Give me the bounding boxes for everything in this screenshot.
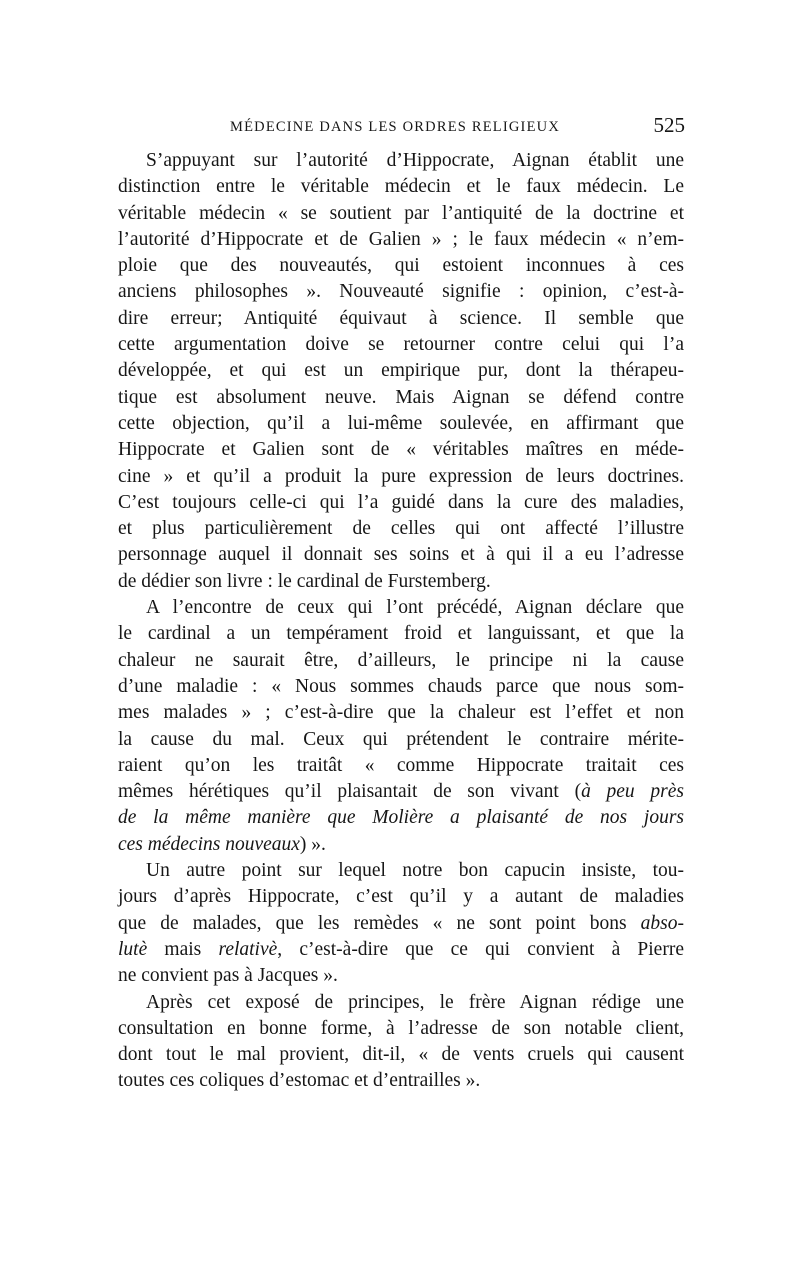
text-line: mes malades » ; c’est-à-dire que la chaleur est l’effet et non xyxy=(118,702,684,724)
text-line: personnage auquel il donnait ses soins et à qui il a eu l’adresse xyxy=(118,544,684,566)
text-line: de dédier son livre : le cardinal de Furstemberg. xyxy=(118,570,491,592)
text-line: dire erreur; Antiquité équivaut à science. Il semble que xyxy=(118,307,684,329)
text-line: Hippocrate et Galien sont de « véritables maîtres en méde- xyxy=(118,439,684,461)
page-number: 525 xyxy=(653,113,685,137)
text-line: cette objection, qu’il a lui-même soulevée, en affirmant que xyxy=(118,412,684,434)
text-line: que de malades, que les remèdes « ne sont point bons abso- xyxy=(118,912,684,934)
text-line: la cause du mal. Ceux qui prétendent le contraire mérite- xyxy=(118,728,684,750)
text-line: mêmes hérétiques qu’il plaisantait de son vivant (à peu près xyxy=(118,781,684,803)
text-line: raient qu’on les traitât « comme Hippocrate traitait ces xyxy=(118,754,684,776)
paragraph xyxy=(118,595,684,858)
text-line: distinction entre le véritable médecin et le faux médecin. Le xyxy=(118,176,684,198)
text-line: lutè mais relativè, c’est-à-dire que ce qui convient à Pierre xyxy=(118,938,684,960)
text-line: et plus particulièrement de celles qui ont affecté l’illustre xyxy=(118,518,684,540)
paragraph xyxy=(118,990,684,1095)
text-line: cette argumentation doive se retourner contre celui qui l’a xyxy=(118,334,684,356)
text-line: l’autorité d’Hippocrate et de Galien » ; le faux médecin « n’em- xyxy=(118,228,684,250)
text-line: ces médecins nouveaux) ». xyxy=(118,833,326,855)
text-line: d’une maladie : « Nous sommes chauds parce que nous som- xyxy=(118,675,684,697)
running-head: MÉDECINE DANS LES ORDRES RELIGIEUX xyxy=(230,119,560,135)
text-line: Après cet exposé de principes, le frère Aignan rédige une xyxy=(146,991,684,1013)
body-text xyxy=(118,148,684,1095)
text-line: développée, et qui est un empirique pur, dont la thérapeu- xyxy=(118,360,684,382)
page-header xyxy=(120,113,685,143)
text-line: chaleur ne saurait être, d’ailleurs, le principe ni la cause xyxy=(118,649,684,671)
text-line: de la même manière que Molière a plaisanté de nos jours xyxy=(118,807,684,829)
text-line: jours d’après Hippocrate, c’est qu’il y a autant de maladies xyxy=(118,886,684,908)
text-line: consultation en bonne forme, à l’adresse de son notable client, xyxy=(118,1017,684,1039)
text-line: ne convient pas à Jacques ». xyxy=(118,965,338,987)
text-line: le cardinal a un tempérament froid et languissant, et que la xyxy=(118,623,684,645)
text-line: C’est toujours celle-ci qui l’a guidé dans la cure des maladies, xyxy=(118,491,684,513)
text-line: S’appuyant sur l’autorité d’Hippocrate, Aignan établit une xyxy=(146,150,684,171)
paragraph xyxy=(118,148,684,595)
text-line: A l’encontre de ceux qui l’ont précédé, Aignan déclare que xyxy=(146,597,684,619)
text-line: dont tout le mal provient, dit-il, « de vents cruels qui causent xyxy=(118,1044,684,1066)
text-line: véritable médecin « se soutient par l’antiquité de la doctrine et xyxy=(118,202,684,224)
paragraph xyxy=(118,858,684,989)
text-line: ploie que des nouveautés, qui estoient inconnues à ces xyxy=(118,255,684,277)
text-line: tique est absolument neuve. Mais Aignan se défend contre xyxy=(118,386,684,408)
text-line: cine » et qu’il a produit la pure expression de leurs doctrines. xyxy=(118,465,684,487)
text-line: Un autre point sur lequel notre bon capucin insiste, tou- xyxy=(146,860,684,882)
text-line: anciens philosophes ». Nouveauté signifie : opinion, c’est-à- xyxy=(118,281,684,303)
text-line: toutes ces coliques d’estomac et d’entrailles ». xyxy=(118,1070,481,1092)
